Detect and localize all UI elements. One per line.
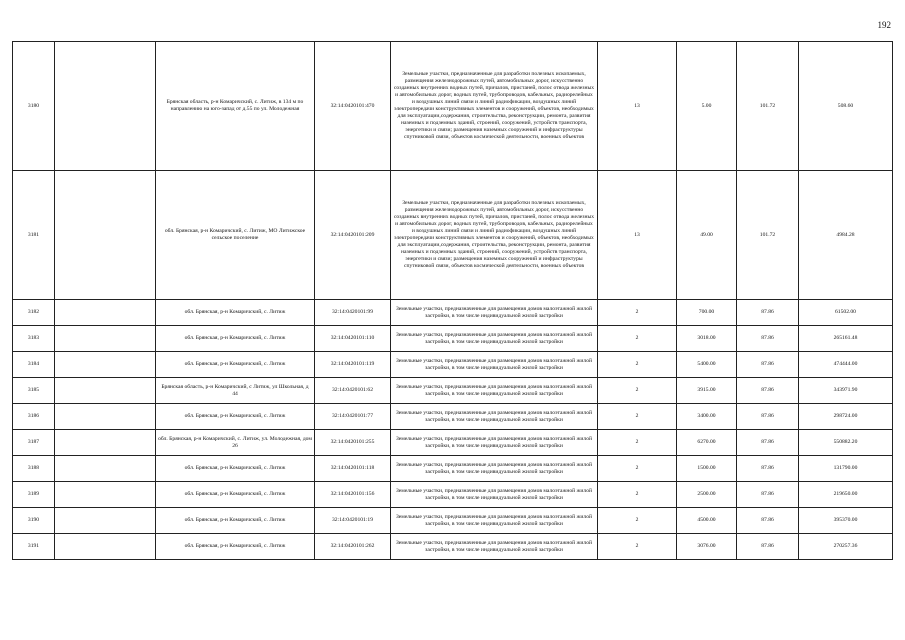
area-cell: 3076.00 — [677, 534, 737, 560]
permitted-use-cell: Земельные участки, предназначенные для размещения домов малоэтажной жилой застройки, в том числе индивидуальной жилой застройки — [391, 534, 598, 560]
category-cell: 2 — [598, 456, 677, 482]
area-cell: 49.00 — [677, 171, 737, 300]
rate-cell: 87.86 — [737, 404, 799, 430]
area-cell: 3018.00 — [677, 326, 737, 352]
empty-cell — [55, 378, 156, 404]
address-cell: обл. Брянская, р-н Комаричский, с. Литиж — [156, 508, 315, 534]
empty-cell — [55, 404, 156, 430]
permitted-use-cell: Земельные участки, предназначенные для размещения домов малоэтажной жилой застройки, в том числе индивидуальной жилой застройки — [391, 430, 598, 456]
permitted-use-cell: Земельные участки, предназначенные для размещения домов малоэтажной жилой застройки, в том числе индивидуальной жилой застройки — [391, 326, 598, 352]
cadastral-value-cell: 61502.00 — [799, 300, 893, 326]
cadastral-value-cell: 131790.00 — [799, 456, 893, 482]
permitted-use-cell: Земельные участки, предназначенные для разработки полезных ископаемых, размещения железнодорожных путей, автомобильных дорог, искусственно созданных внутренних водных путей, причалов, пристаней, полос отвода железных и автомобильных дорог, водных путей, трубопроводов, кабельных, радиорелейных и воздушных линий связи и линий радиофикации, воздушных линий электропередачи конструктивных элементов и сооружений, объектов, необходимых для эксплуатации,содержания, строительства, реконструкции, ремонта, развития наземных и подземных зданий, строений, сооружений, устройств транспорта, энергетики и связи; размещения наземных сооружений и инфраструктуры спутниковой связи, объектов космической деятельности, военных объектов — [391, 171, 598, 300]
cadastral-value-cell: 343971.90 — [799, 378, 893, 404]
table-row — [13, 300, 893, 326]
permitted-use-cell: Земельные участки, предназначенные для размещения домов малоэтажной жилой застройки, в том числе индивидуальной жилой застройки — [391, 508, 598, 534]
row-number-cell: 3180 — [13, 42, 55, 171]
category-cell: 2 — [598, 378, 677, 404]
area-cell: 1500.00 — [677, 456, 737, 482]
cadastral-number-cell: 32:14:0420101:470 — [315, 42, 391, 171]
row-number-cell: 3190 — [13, 508, 55, 534]
rate-cell: 87.86 — [737, 456, 799, 482]
address-cell: обл. Брянская, р-н Комаричский, с. Литиж — [156, 352, 315, 378]
address-cell: обл. Брянская, р-н Комаричский, с. Литиж, ул. Молодежная, дом 26 — [156, 430, 315, 456]
address-cell: Брянская область, р-н Комаричский, с Литиж, ул Школьная, д 44 — [156, 378, 315, 404]
table-row — [13, 430, 893, 456]
table-row — [13, 404, 893, 430]
empty-cell — [55, 482, 156, 508]
row-number-cell: 3191 — [13, 534, 55, 560]
area-cell: 700.00 — [677, 300, 737, 326]
empty-cell — [55, 352, 156, 378]
rate-cell: 101.72 — [737, 171, 799, 300]
cadastral-value-cell: 298724.00 — [799, 404, 893, 430]
category-cell: 13 — [598, 42, 677, 171]
empty-cell — [55, 300, 156, 326]
cadastral-value-cell: 270257.36 — [799, 534, 893, 560]
cadastral-value-cell: 550882.20 — [799, 430, 893, 456]
rate-cell: 101.72 — [737, 42, 799, 171]
cadastral-value-cell: 474444.00 — [799, 352, 893, 378]
permitted-use-cell: Земельные участки, предназначенные для разработки полезных ископаемых, размещения железнодорожных путей, автомобильных дорог, искусственно созданных внутренних водных путей, причалов, пристаней, полос отвода железных и автомобильных дорог, водных путей, трубопроводов, кабельных, радиорелейных и воздушных линий связи и линий радиофикации, воздушных линий электропередачи конструктивных элементов и сооружений, объектов, необходимых для эксплуатации,содержания, строительства, реконструкции, ремонта, развития наземных и подземных зданий, строений, сооружений, устройств транспорта, энергетики и связи; размещения наземных сооружений и инфраструктуры спутниковой связи, объектов космической деятельности, военных объектов — [391, 42, 598, 171]
permitted-use-cell: Земельные участки, предназначенные для размещения домов малоэтажной жилой застройки, в том числе индивидуальной жилой застройки — [391, 404, 598, 430]
area-cell: 5400.00 — [677, 352, 737, 378]
address-cell: обл. Брянская, р-н Комаричский, с. Литиж — [156, 404, 315, 430]
cadastral-number-cell: 32:14:0420101:255 — [315, 430, 391, 456]
cadastral-number-cell: 32:14:0420101:262 — [315, 534, 391, 560]
permitted-use-cell: Земельные участки, предназначенные для размещения домов малоэтажной жилой застройки, в том числе индивидуальной жилой застройки — [391, 378, 598, 404]
table-row — [13, 534, 893, 560]
cadastral-value-cell: 4984.28 — [799, 171, 893, 300]
category-cell: 2 — [598, 326, 677, 352]
table-row — [13, 42, 893, 171]
rate-cell: 87.86 — [737, 508, 799, 534]
cadastral-value-cell: 508.60 — [799, 42, 893, 171]
category-cell: 2 — [598, 430, 677, 456]
address-cell: обл. Брянская, р-н Комаричский, с. Литиж, МО Литижское сельское поселение — [156, 171, 315, 300]
area-cell: 3400.00 — [677, 404, 737, 430]
permitted-use-cell: Земельные участки, предназначенные для размещения домов малоэтажной жилой застройки, в том числе индивидуальной жилой застройки — [391, 456, 598, 482]
empty-cell — [55, 534, 156, 560]
category-cell: 2 — [598, 352, 677, 378]
rate-cell: 87.86 — [737, 352, 799, 378]
table-row — [13, 378, 893, 404]
category-cell: 2 — [598, 404, 677, 430]
permitted-use-cell: Земельные участки, предназначенные для размещения домов малоэтажной жилой застройки, в том числе индивидуальной жилой застройки — [391, 482, 598, 508]
row-number-cell: 3186 — [13, 404, 55, 430]
cadastral-number-cell: 32:14:0420101:99 — [315, 300, 391, 326]
cadastral-number-cell: 32:14:0420101:209 — [315, 171, 391, 300]
address-cell: обл. Брянская, р-н Комаричский, с. Литиж — [156, 456, 315, 482]
row-number-cell: 3181 — [13, 171, 55, 300]
empty-cell — [55, 456, 156, 482]
address-cell: обл. Брянская, р-н Комаричский, с. Литиж — [156, 300, 315, 326]
area-cell: 2500.00 — [677, 482, 737, 508]
empty-cell — [55, 508, 156, 534]
table-row — [13, 352, 893, 378]
empty-cell — [55, 326, 156, 352]
rate-cell: 87.86 — [737, 326, 799, 352]
cadastral-number-cell: 32:14:0420101:62 — [315, 378, 391, 404]
category-cell: 2 — [598, 534, 677, 560]
cadastral-number-cell: 32:14:0420101:119 — [315, 352, 391, 378]
row-number-cell: 3182 — [13, 300, 55, 326]
permitted-use-cell: Земельные участки, предназначенные для размещения домов малоэтажной жилой застройки, в том числе индивидуальной жилой застройки — [391, 300, 598, 326]
empty-cell — [55, 171, 156, 300]
table-row — [13, 482, 893, 508]
row-number-cell: 3185 — [13, 378, 55, 404]
rate-cell: 87.86 — [737, 534, 799, 560]
address-cell: обл. Брянская, р-н Комаричский, с. Литиж — [156, 482, 315, 508]
rate-cell: 87.86 — [737, 300, 799, 326]
table-row — [13, 171, 893, 300]
table-body — [13, 42, 893, 560]
rate-cell: 87.86 — [737, 430, 799, 456]
area-cell: 5.00 — [677, 42, 737, 171]
empty-cell — [55, 430, 156, 456]
empty-cell — [55, 42, 156, 171]
address-cell: обл. Брянская, р-н Комаричский, с. Литиж — [156, 326, 315, 352]
area-cell: 3915.00 — [677, 378, 737, 404]
category-cell: 2 — [598, 300, 677, 326]
category-cell: 2 — [598, 482, 677, 508]
area-cell: 4500.00 — [677, 508, 737, 534]
area-cell: 6270.00 — [677, 430, 737, 456]
address-cell: обл. Брянская, р-н Комаричский, с. Литиж — [156, 534, 315, 560]
cadastral-value-cell: 395370.00 — [799, 508, 893, 534]
cadastral-number-cell: 32:14:0420101:156 — [315, 482, 391, 508]
table-row — [13, 508, 893, 534]
address-cell: Брянская область, р-н Комаричский, с. Литиж, в 134 м по направлению на юго-запад от д.55 по ул. Молодежная — [156, 42, 315, 171]
cadastral-number-cell: 32:14:0420101:118 — [315, 456, 391, 482]
row-number-cell: 3184 — [13, 352, 55, 378]
cadastral-number-cell: 32:14:0420101:77 — [315, 404, 391, 430]
cadastral-value-cell: 265161.48 — [799, 326, 893, 352]
table-row — [13, 456, 893, 482]
land-registry-table — [12, 41, 893, 560]
table-row — [13, 326, 893, 352]
rate-cell: 87.86 — [737, 378, 799, 404]
permitted-use-cell: Земельные участки, предназначенные для размещения домов малоэтажной жилой застройки, в том числе индивидуальной жилой застройки — [391, 352, 598, 378]
cadastral-number-cell: 32:14:0420101:110 — [315, 326, 391, 352]
row-number-cell: 3183 — [13, 326, 55, 352]
category-cell: 13 — [598, 171, 677, 300]
page-number: 192 — [877, 20, 891, 30]
rate-cell: 87.86 — [737, 482, 799, 508]
row-number-cell: 3188 — [13, 456, 55, 482]
cadastral-value-cell: 219650.00 — [799, 482, 893, 508]
category-cell: 2 — [598, 508, 677, 534]
row-number-cell: 3189 — [13, 482, 55, 508]
row-number-cell: 3187 — [13, 430, 55, 456]
cadastral-number-cell: 32:14:0420101:19 — [315, 508, 391, 534]
